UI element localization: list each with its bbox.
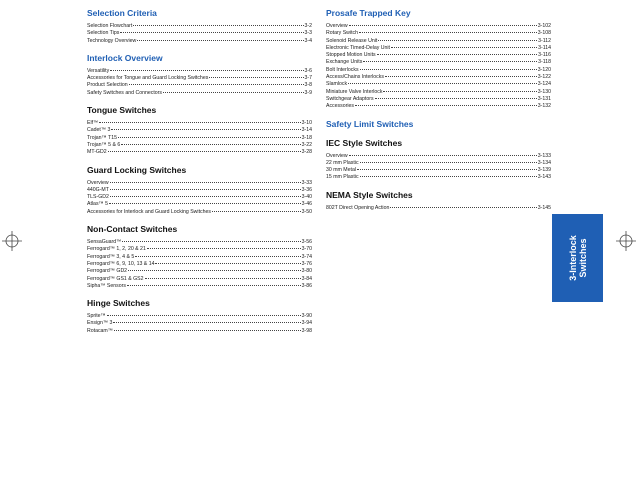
toc-entry-page-number: 3-56 (301, 239, 312, 246)
toc-entry-label: 30 mm Metal (326, 167, 356, 174)
toc-entry-label: 802T Direct Opening Action (326, 204, 390, 211)
toc-entry-page-number: 3-118 (538, 59, 551, 66)
toc-entry[interactable] (87, 201, 312, 208)
toc-entry[interactable] (87, 194, 312, 201)
dot-leader (355, 105, 537, 106)
toc-entry-page-number: 3-18 (301, 134, 312, 141)
toc-entry-page-number: 3-40 (301, 194, 312, 201)
toc-entry-label: Accessories for Interlock and Guard Locking Switches (87, 208, 211, 215)
toc-entry-page-number: 3-98 (301, 327, 312, 334)
toc-entry-label: Trojan™ T15 (87, 134, 117, 141)
dot-leader (390, 207, 536, 208)
dot-leader (378, 40, 537, 41)
toc-entry-page-number: 3-8 (304, 82, 312, 89)
dot-leader (360, 69, 537, 70)
toc-entry[interactable] (326, 103, 551, 110)
dot-leader (137, 40, 303, 41)
toc-section-nema-style-switches (326, 190, 551, 212)
toc-entry[interactable] (87, 38, 312, 45)
toc-entry-label: Technology Overview (87, 37, 137, 44)
dot-leader (133, 25, 303, 26)
toc-entry-page-number: 3-10 (301, 120, 312, 127)
toc-entry-page-number: 3-122 (537, 74, 551, 81)
toc-entry[interactable] (326, 45, 551, 52)
dot-leader (120, 32, 303, 33)
toc-entry-page-number: 3-120 (537, 66, 551, 73)
dot-leader (107, 315, 301, 316)
dot-leader (121, 144, 300, 145)
toc-entry-label: Accessories (326, 103, 354, 110)
toc-entry[interactable] (326, 38, 551, 45)
section-heading: Interlock Overview (87, 52, 163, 63)
toc-section-guard-locking-switches (87, 165, 312, 216)
section-heading: Safety Limit Switches (326, 118, 414, 129)
toc-entry-label: Exchange Units (326, 59, 363, 66)
dot-leader (209, 77, 303, 78)
toc-entry-page-number: 3-145 (537, 204, 551, 211)
toc-entry[interactable] (87, 135, 312, 142)
toc-entry-page-number: 3-70 (301, 246, 312, 253)
toc-entry[interactable] (87, 328, 312, 335)
toc-entry-label: Solenoid Release Unit (326, 37, 378, 44)
toc-entry-label: Rotary Switch (326, 30, 358, 37)
toc-entry-label: Selection Flowchart (87, 23, 133, 29)
toc-section-interlock-overview (87, 53, 312, 97)
dot-leader (110, 196, 301, 197)
section-heading: Selection Criteria (87, 8, 157, 18)
toc-entry[interactable] (326, 153, 551, 160)
dot-leader (135, 256, 300, 257)
toc-left-column (87, 8, 312, 343)
toc-entry-label: Safety Switches and Connectors (87, 89, 162, 96)
toc-entry-page-number: 3-2 (304, 23, 312, 29)
dot-leader (383, 91, 536, 92)
toc-entry-page-number: 3-7 (304, 75, 312, 82)
dot-leader (360, 176, 537, 177)
dot-leader (357, 169, 537, 170)
toc-section-safety-limit-switches (326, 119, 551, 130)
toc-entry-label: Overview (326, 152, 348, 159)
dot-leader (113, 322, 300, 323)
crosshair-registration-mark-left-icon (2, 231, 22, 251)
toc-entry-page-number: 3-124 (537, 81, 551, 88)
toc-entry[interactable] (326, 74, 551, 81)
toc-entry[interactable] (87, 142, 312, 149)
toc-entry-page-number: 3-4 (304, 37, 312, 44)
toc-entry-page-number: 3-130 (537, 88, 551, 95)
toc-right-column (326, 8, 551, 220)
toc-entry-page-number: 3-114 (538, 44, 551, 51)
toc-entry-label: SensaGuard™ (87, 239, 122, 246)
toc-entry[interactable] (87, 261, 312, 268)
toc-entry[interactable] (326, 30, 551, 37)
toc-entry[interactable] (87, 187, 312, 194)
dot-leader (212, 211, 301, 212)
toc-entry[interactable] (87, 276, 312, 283)
section-heading: Tongue Switches (87, 105, 157, 116)
toc-entry-label: Atlas™ 5 (87, 201, 109, 208)
toc-entry-page-number: 3-84 (301, 275, 312, 282)
toc-section-prosafe-trapped-key (326, 8, 551, 111)
dot-leader (375, 98, 537, 99)
toc-entry-label: Stopped Motion Units (326, 52, 376, 59)
toc-entry-label: Slamlock (326, 81, 348, 88)
toc-entry-page-number: 3-28 (301, 149, 312, 156)
toc-entry[interactable] (87, 268, 312, 275)
dot-leader (110, 182, 301, 183)
dot-leader (377, 54, 538, 55)
toc-entry-page-number: 3-74 (301, 253, 312, 260)
toc-entry-label: MT-GD2 (87, 149, 107, 156)
section-heading: Hinge Switches (87, 298, 150, 309)
crosshair-registration-mark-right-icon (616, 231, 636, 251)
dot-leader (363, 61, 537, 62)
dot-leader (99, 122, 300, 123)
toc-entry[interactable] (326, 81, 551, 88)
dot-leader (145, 278, 301, 279)
toc-entry-page-number: 3-6 (304, 67, 312, 74)
dot-leader (118, 137, 301, 138)
toc-entry[interactable] (326, 160, 551, 167)
toc-entry[interactable] (87, 127, 312, 134)
toc-entry-label: Electronic Timed-Delay Unit (326, 44, 390, 51)
toc-section-tongue-switches (87, 105, 312, 156)
toc-entry-label: Miniature Valve Interlock (326, 88, 383, 95)
section-heading: NEMA Style Switches (326, 189, 413, 200)
toc-entry-label: Sipha™ Sensors (87, 282, 126, 289)
toc-entry-page-number: 3-116 (538, 52, 551, 59)
toc-entry[interactable] (87, 23, 312, 30)
toc-section-hinge-switches (87, 298, 312, 335)
dot-leader (108, 151, 301, 152)
toc-entry[interactable] (87, 283, 312, 290)
toc-entry[interactable] (87, 90, 312, 97)
toc-entry-label: 22 mm Plastic (326, 159, 359, 166)
toc-entry[interactable] (326, 89, 551, 96)
toc-entry-page-number: 3-86 (301, 282, 312, 289)
dot-leader (111, 129, 300, 130)
toc-entry[interactable] (87, 209, 312, 216)
toc-entry[interactable] (326, 205, 551, 212)
toc-entry[interactable] (87, 320, 312, 327)
chapter-side-tab[interactable] (552, 214, 603, 302)
toc-entry-label: Elf™ (87, 120, 99, 127)
section-heading: Guard Locking Switches (87, 164, 187, 175)
toc-entry[interactable] (87, 246, 312, 253)
toc-entry-label: Ferrogard™ 6, 9, 10, 13 & 14 (87, 260, 155, 267)
dot-leader (349, 25, 537, 26)
toc-entry-label: Ferrogard™ GD2 (87, 268, 128, 275)
toc-entry[interactable] (87, 313, 312, 320)
dot-leader (129, 84, 304, 85)
toc-entry-page-number: 3-133 (537, 152, 551, 159)
section-heading: IEC Style Switches (326, 137, 403, 148)
toc-entry-label: Overview (326, 23, 348, 29)
toc-entry-page-number: 3-102 (537, 23, 551, 29)
dot-leader (155, 263, 300, 264)
toc-entry-label: Access/Chains Interlocks (326, 74, 384, 81)
toc-entry-page-number: 3-132 (537, 103, 551, 110)
toc-entry[interactable] (87, 75, 312, 82)
toc-entry-label: Bolt Interlocks (326, 66, 359, 73)
toc-entry-label: Selection Tips (87, 30, 120, 37)
toc-entry[interactable] (87, 120, 312, 127)
dot-leader (360, 162, 537, 163)
toc-entry-label: Rotacam™ (87, 327, 113, 334)
toc-entry-label: Product Selection (87, 82, 128, 89)
toc-entry[interactable] (87, 30, 312, 37)
toc-entry-page-number: 3-50 (301, 208, 312, 215)
toc-entry[interactable] (87, 254, 312, 261)
toc-entry-page-number: 3-108 (537, 30, 551, 37)
toc-entry-label: Ensign™ 3 (87, 320, 113, 327)
dot-leader (114, 330, 301, 331)
dot-leader (391, 47, 537, 48)
toc-entry-label: Sprite™ (87, 313, 106, 320)
toc-entry-label: TLS-GD2 (87, 194, 109, 201)
toc-entry-label: Ferrogard™ 1, 2, 20 & 21 (87, 246, 146, 253)
toc-entry-label: Switchgear Adaptors (326, 95, 374, 102)
section-heading: Prosafe Trapped Key (326, 8, 411, 18)
toc-entry-page-number: 3-76 (301, 260, 312, 267)
dot-leader (110, 189, 301, 190)
dot-leader (109, 203, 301, 204)
toc-entry[interactable] (87, 68, 312, 75)
toc-entry-label: Ferrogard™ GS1 & GS2 (87, 275, 144, 282)
toc-entry[interactable] (326, 52, 551, 59)
toc-entry[interactable] (326, 59, 551, 66)
toc-section-iec-style-switches (326, 138, 551, 182)
toc-entry-page-number: 3-36 (301, 186, 312, 193)
toc-entry-page-number: 3-14 (301, 127, 312, 134)
toc-entry-page-number: 3-33 (301, 179, 312, 186)
chapter-tab-line2: Switches (577, 238, 588, 278)
toc-entry-page-number: 3-94 (301, 320, 312, 327)
toc-entry-label: 440G-MT (87, 186, 109, 193)
dot-leader (147, 248, 301, 249)
dot-leader (122, 241, 300, 242)
toc-entry[interactable] (326, 96, 551, 103)
toc-entry[interactable] (326, 67, 551, 74)
toc-entry-page-number: 3-90 (301, 313, 312, 320)
toc-entry-page-number: 3-46 (301, 201, 312, 208)
dot-leader (385, 76, 537, 77)
dot-leader (348, 83, 537, 84)
toc-entry-label: Overview (87, 179, 109, 186)
toc-entry-page-number: 3-134 (537, 159, 551, 166)
toc-entry-label: 15 mm Plastic (326, 174, 359, 181)
toc-entry-page-number: 3-131 (537, 95, 551, 102)
toc-entry[interactable] (87, 180, 312, 187)
toc-entry-label: Accessories for Tongue and Guard Locking Switches (87, 75, 209, 82)
dot-leader (349, 155, 537, 156)
dot-leader (163, 92, 304, 93)
toc-entry[interactable] (326, 167, 551, 174)
toc-entry-page-number: 3-9 (304, 89, 312, 96)
toc-entry-page-number: 3-3 (304, 30, 312, 37)
chapter-tab-line1: 3-Interlock (567, 235, 578, 281)
toc-entry-page-number: 3-22 (301, 141, 312, 148)
toc-entry[interactable] (87, 239, 312, 246)
toc-entry-label: Ferrogard™ 3, 4 & 5 (87, 253, 135, 260)
toc-entry[interactable] (326, 23, 551, 30)
toc-entry-label: Trojan™ 5 & 6 (87, 141, 121, 148)
toc-entry[interactable] (326, 174, 551, 181)
toc-entry-page-number: 3-143 (537, 174, 551, 181)
toc-entry-label: Versatility (87, 67, 110, 74)
toc-entry[interactable] (87, 82, 312, 89)
toc-entry[interactable] (87, 149, 312, 156)
dot-leader (127, 285, 301, 286)
toc-entry-label: Cadet™ 3 (87, 127, 111, 134)
dot-leader (359, 32, 537, 33)
toc-section-non-contact-switches (87, 224, 312, 290)
dot-leader (110, 70, 303, 71)
toc-entry-page-number: 3-112 (538, 37, 551, 44)
toc-entry-page-number: 3-80 (301, 268, 312, 275)
dot-leader (128, 270, 301, 271)
toc-section-selection-criteria (87, 8, 312, 45)
section-heading: Non-Contact Switches (87, 224, 178, 235)
toc-entry-page-number: 3-139 (537, 167, 551, 174)
chapter-tab-label (567, 235, 587, 281)
